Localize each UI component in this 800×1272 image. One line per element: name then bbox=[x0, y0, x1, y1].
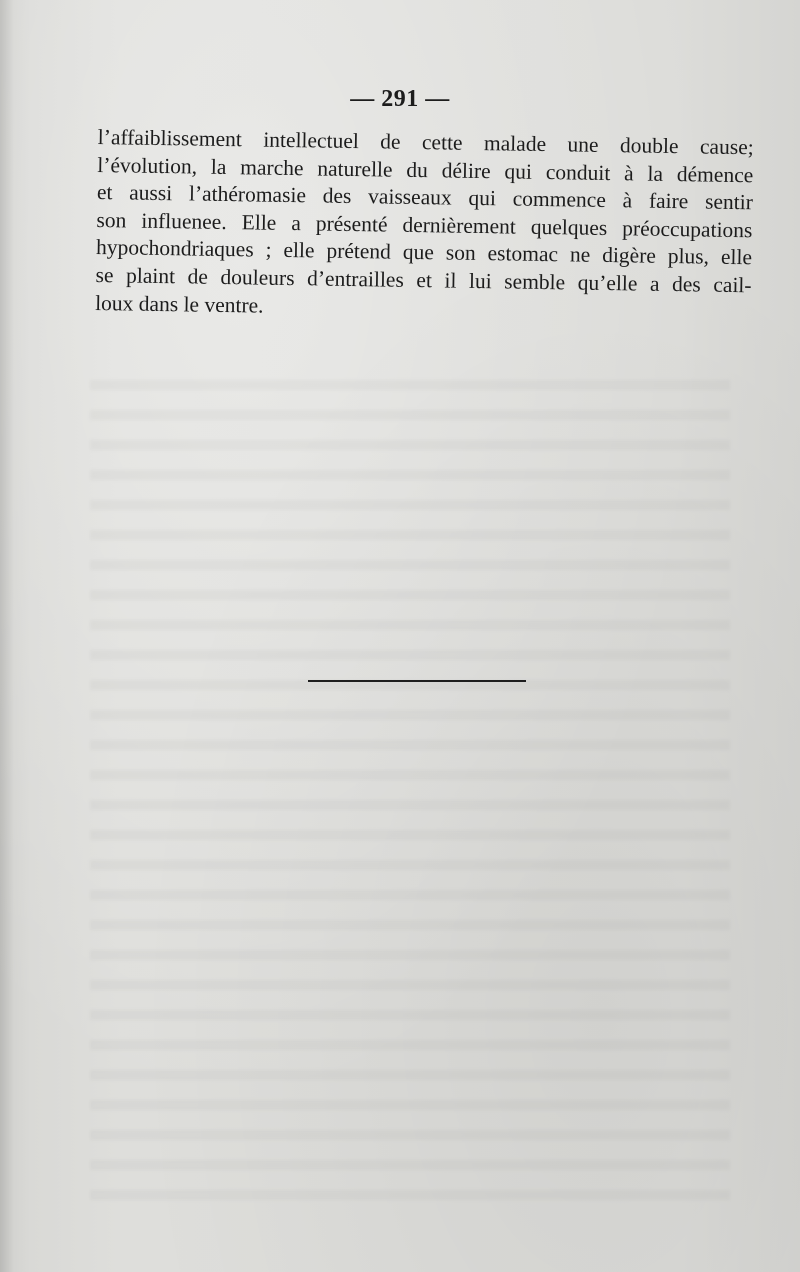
section-separator-rule bbox=[308, 680, 526, 682]
body-paragraph bbox=[95, 124, 754, 327]
page-number: — 291 — bbox=[350, 86, 450, 112]
text-line: et aussi l’athéromasie des vaisseaux qui commence à faire sentir bbox=[96, 180, 754, 215]
text-line: l’affaiblissement intellectuel de cette malade une double cause; bbox=[97, 124, 754, 160]
text-line: l’évolution, la marche naturelle du délire qui conduit à la démence bbox=[97, 152, 754, 187]
text-line: se plaint de douleurs d’entrailles et il lui semble qu’elle a des cail- bbox=[95, 262, 752, 298]
page-fold-shadow bbox=[0, 0, 14, 1272]
text-line: hypochondriaques ; elle prétend que son estomac ne digère plus, elle bbox=[95, 235, 753, 270]
text-line: loux dans le ventre. bbox=[95, 290, 264, 318]
text-line: son influenee. Elle a présenté dernièrement quelques préoccupations bbox=[96, 207, 753, 243]
bleed-through-texture bbox=[90, 380, 730, 1200]
